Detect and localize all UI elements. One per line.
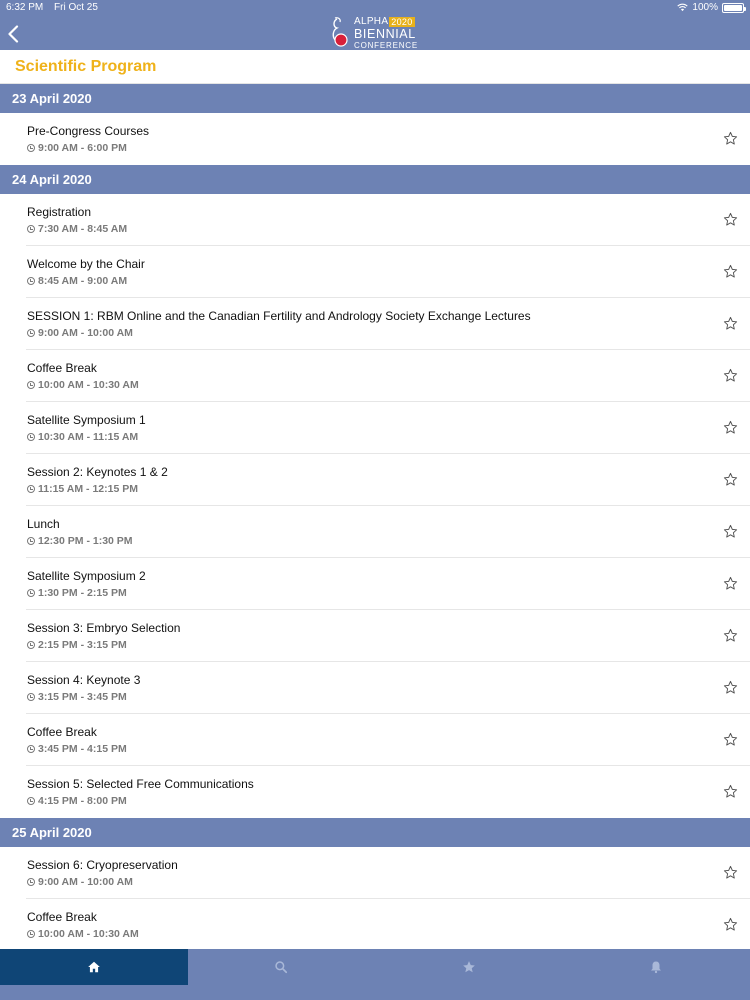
schedule-item[interactable] (0, 194, 750, 246)
event-time (27, 639, 127, 651)
event-time (27, 483, 138, 495)
app-header (0, 0, 750, 50)
event-title: Pre-Congress Courses (27, 124, 150, 138)
schedule-item[interactable] (0, 766, 750, 818)
event-title: Registration (27, 205, 92, 219)
schedule-item[interactable] (0, 246, 750, 298)
event-title: Welcome by the Chair (27, 257, 145, 271)
tab-star[interactable] (375, 949, 563, 985)
event-time (27, 327, 133, 339)
event-time-text: 11:15 AM - 12:15 PM (38, 483, 138, 495)
schedule-item[interactable] (0, 610, 750, 662)
clock-icon (27, 381, 35, 389)
favorite-star-icon[interactable] (723, 472, 738, 487)
event-time-text: 9:00 AM - 10:00 AM (38, 876, 133, 888)
favorite-star-icon[interactable] (723, 865, 738, 880)
schedule-item[interactable] (0, 506, 750, 558)
back-button[interactable] (4, 22, 22, 46)
event-title: Coffee Break (27, 910, 97, 924)
event-time (27, 795, 127, 807)
tab-search[interactable] (188, 949, 376, 985)
clock-icon (27, 537, 35, 545)
event-title: Satellite Symposium 1 (27, 413, 146, 427)
tab-home[interactable] (0, 949, 188, 985)
clock-icon (27, 930, 35, 938)
event-time (27, 223, 127, 235)
schedule-list[interactable] (0, 84, 750, 949)
favorite-star-icon[interactable] (723, 628, 738, 643)
favorite-star-icon[interactable] (723, 576, 738, 591)
event-title: Satellite Symposium 2 (27, 569, 146, 583)
event-time-text: 10:00 AM - 10:30 AM (38, 928, 139, 940)
event-time-text: 10:30 AM - 11:15 AM (38, 431, 139, 443)
page-title-bar (0, 50, 750, 84)
schedule-item[interactable] (0, 714, 750, 766)
event-time-text: 1:30 PM - 2:15 PM (38, 587, 127, 599)
clock-icon (27, 745, 35, 753)
schedule-item[interactable] (0, 402, 750, 454)
day-header: 25 April 2020 (0, 818, 750, 847)
event-title: Session 6: Cryopreservation (27, 858, 178, 872)
schedule-item[interactable] (0, 899, 750, 949)
event-title: Session 2: Keynotes 1 & 2 (27, 465, 168, 479)
event-time-text: 4:15 PM - 8:00 PM (38, 795, 127, 807)
event-time (27, 379, 139, 391)
favorite-star-icon[interactable] (723, 732, 738, 747)
schedule-item[interactable] (0, 113, 750, 165)
clock-icon (27, 277, 35, 285)
favorite-star-icon[interactable] (723, 680, 738, 695)
clock-icon (27, 641, 35, 649)
clock-icon (27, 693, 35, 701)
event-title: Session 5: Selected Free Communications (27, 777, 254, 791)
event-time-text: 10:00 AM - 10:30 AM (38, 379, 139, 391)
event-time (27, 743, 127, 755)
event-time-text: 9:00 AM - 10:00 AM (38, 327, 133, 339)
logo-alpha-text: ALPHA (354, 16, 389, 27)
page-title: Scientific Program (15, 58, 157, 75)
event-title: Session 3: Embryo Selection (27, 621, 181, 635)
day-header: 24 April 2020 (0, 165, 750, 194)
event-title: Lunch (27, 517, 60, 531)
event-time (27, 535, 133, 547)
favorite-star-icon[interactable] (723, 524, 738, 539)
event-time (27, 275, 127, 287)
day-header: 23 April 2020 (0, 84, 750, 113)
clock-icon (27, 144, 35, 152)
event-time-text: 7:30 AM - 8:45 AM (38, 223, 128, 235)
schedule-item[interactable] (0, 350, 750, 402)
status-date: Fri Oct 25 (54, 2, 98, 13)
battery-percent: 100% (692, 2, 718, 13)
event-time-text: 2:15 PM - 3:15 PM (38, 639, 127, 651)
clock-icon (27, 433, 35, 441)
tab-bell[interactable] (563, 949, 750, 985)
clock-icon (27, 878, 35, 886)
logo-mark-icon (329, 16, 351, 48)
clock-icon (27, 485, 35, 493)
bottom-tab-bar (0, 949, 750, 1000)
schedule-item[interactable] (0, 847, 750, 899)
status-time: 6:32 PM (6, 2, 44, 13)
event-time (27, 142, 127, 154)
clock-icon (27, 225, 35, 233)
event-title: Coffee Break (27, 361, 97, 375)
logo-conference-text: CONFERENCE (354, 40, 419, 50)
schedule-item[interactable] (0, 454, 750, 506)
favorite-star-icon[interactable] (723, 420, 738, 435)
favorite-star-icon[interactable] (723, 917, 738, 932)
wifi-icon (677, 3, 688, 12)
event-time-text: 9:00 AM - 6:00 PM (38, 142, 127, 154)
logo-biennial-text: BIENNIAL (354, 27, 416, 41)
favorite-star-icon[interactable] (723, 212, 738, 227)
battery-icon (722, 3, 744, 13)
event-time-text: 3:15 PM - 3:45 PM (38, 691, 127, 703)
favorite-star-icon[interactable] (723, 131, 738, 146)
favorite-star-icon[interactable] (723, 784, 738, 799)
search-icon (274, 960, 288, 974)
favorite-star-icon[interactable] (723, 316, 738, 331)
favorite-star-icon[interactable] (723, 368, 738, 383)
logo-year-badge: 2020 (391, 17, 413, 27)
schedule-item[interactable] (0, 662, 750, 714)
event-time (27, 928, 139, 940)
event-title: SESSION 1: RBM Online and the Canadian Fertility and Andrology Society Exchange Lectures (27, 309, 531, 323)
clock-icon (27, 329, 35, 337)
schedule-item[interactable] (0, 558, 750, 610)
favorite-star-icon[interactable] (723, 264, 738, 279)
event-time (27, 587, 127, 599)
event-time (27, 431, 138, 443)
event-time (27, 691, 127, 703)
clock-icon (27, 797, 35, 805)
chevron-left-icon (7, 25, 19, 43)
event-title: Session 4: Keynote 3 (27, 673, 141, 687)
event-time-text: 8:45 AM - 9:00 AM (38, 275, 128, 287)
status-bar (0, 0, 750, 16)
event-time-text: 12:30 PM - 1:30 PM (38, 535, 133, 547)
event-title: Coffee Break (27, 725, 97, 739)
event-time-text: 3:45 PM - 4:15 PM (38, 743, 127, 755)
star-icon (462, 960, 476, 974)
home-icon (87, 960, 101, 974)
clock-icon (27, 589, 35, 597)
event-time (27, 876, 133, 888)
conference-logo (329, 16, 424, 48)
schedule-item[interactable] (0, 298, 750, 350)
bell-icon (649, 960, 663, 974)
